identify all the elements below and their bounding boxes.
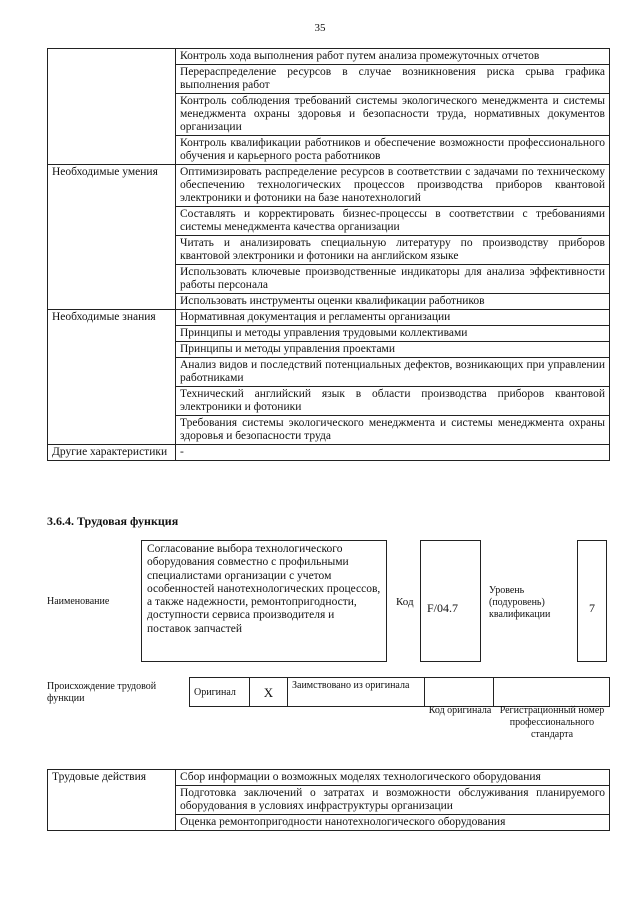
row-label: Другие характеристики <box>48 445 176 461</box>
code-original-cell <box>425 678 494 707</box>
row-item: Сбор информации о возможных моделях технологического оборудования <box>176 770 610 786</box>
origin-label: Происхождение трудовой функции <box>47 681 157 704</box>
function-name-box: Согласование выбора технологического оборудования совместно с профильными специалистами организации с учетом особенностей нанотехнологических процессов, а также надежности, ремонтопригодности, доступности сервиса производителя и поставок запчастей <box>141 540 387 662</box>
row-item: Контроль хода выполнения работ путем анализа промежуточных отчетов <box>176 49 610 65</box>
table-row <box>48 445 610 461</box>
borrowed-label: Заимствовано из оригинала <box>288 678 425 707</box>
row-item: Использовать инструменты оценки квалификации работников <box>176 294 610 310</box>
row-item: Оптимизировать распределение ресурсов в соответствии с задачами по техническому обеспечению технологических процессов производства приборов квантовой электроники и фотоники на базе нанотехнологий <box>176 165 610 207</box>
reg-number-caption: Регистрационный номер профессионального стандарта <box>499 705 605 740</box>
row-item: Контроль квалификации работников и обеспечение возможности профессионального обучения и карьерного роста работников <box>176 136 610 165</box>
function-code-box: F/04.7 <box>420 540 481 662</box>
code-original-caption: Код оригинала <box>428 705 492 716</box>
row-item: Технический английский язык в области производства приборов квантовой электроники и фотоники <box>176 387 610 416</box>
reg-number-cell <box>494 678 610 707</box>
table-row <box>48 770 610 786</box>
row-item: Нормативная документация и регламенты организации <box>176 310 610 326</box>
row-item: Использовать ключевые производственные индикаторы для анализа эффективности работы персонала <box>176 265 610 294</box>
origin-table <box>189 677 610 707</box>
qualification-level-box: 7 <box>577 540 607 662</box>
row-item: Оценка ремонтопригодности нанотехнологического оборудования <box>176 815 610 831</box>
original-label: Оригинал <box>190 678 250 707</box>
table-row <box>48 310 610 326</box>
row-item: Контроль соблюдения требований системы экологического менеджмента и системы менеджмента охраны здоровья и безопасности труда, нормативных документов организации <box>176 94 610 136</box>
level-label: Уровень (подуровень) квалификации <box>489 585 551 620</box>
name-label: Наименование <box>47 596 110 607</box>
code-label: Код <box>396 596 414 608</box>
section-title: 3.6.4. Трудовая функция <box>47 514 179 528</box>
row-item: Принципы и методы управления трудовыми коллективами <box>176 326 610 342</box>
row-item: Анализ видов и последствий потенциальных дефектов, возникающих при управлении работниками <box>176 358 610 387</box>
row-label: Необходимые умения <box>48 165 176 310</box>
labor-actions-table <box>47 769 610 831</box>
original-mark: X <box>250 678 288 707</box>
row-item: Подготовка заключений о затратах и возможности обслуживания планируемого оборудования в условиях инфраструктуры организации <box>176 786 610 815</box>
row-label: Необходимые знания <box>48 310 176 445</box>
row-item: Требования системы экологического менеджмента и системы менеджмента охраны здоровья и безопасности труда <box>176 416 610 445</box>
row-label: Трудовые действия <box>48 770 176 831</box>
row-item: Читать и анализировать специальную литературу по производству приборов квантовой электроники и фотоники на английском языке <box>176 236 610 265</box>
row-label <box>48 49 176 165</box>
row-item: Перераспределение ресурсов в случае возникновения риска срыва графика выполнения работ <box>176 65 610 94</box>
row-item: - <box>176 445 610 461</box>
table-row <box>48 49 610 65</box>
row-item: Составлять и корректировать бизнес-процессы в соответствии с требованиями системы менеджмента качества организации <box>176 207 610 236</box>
table-row <box>48 165 610 207</box>
requirements-table <box>47 48 610 461</box>
page-number: 35 <box>314 22 326 34</box>
row-item: Принципы и методы управления проектами <box>176 342 610 358</box>
